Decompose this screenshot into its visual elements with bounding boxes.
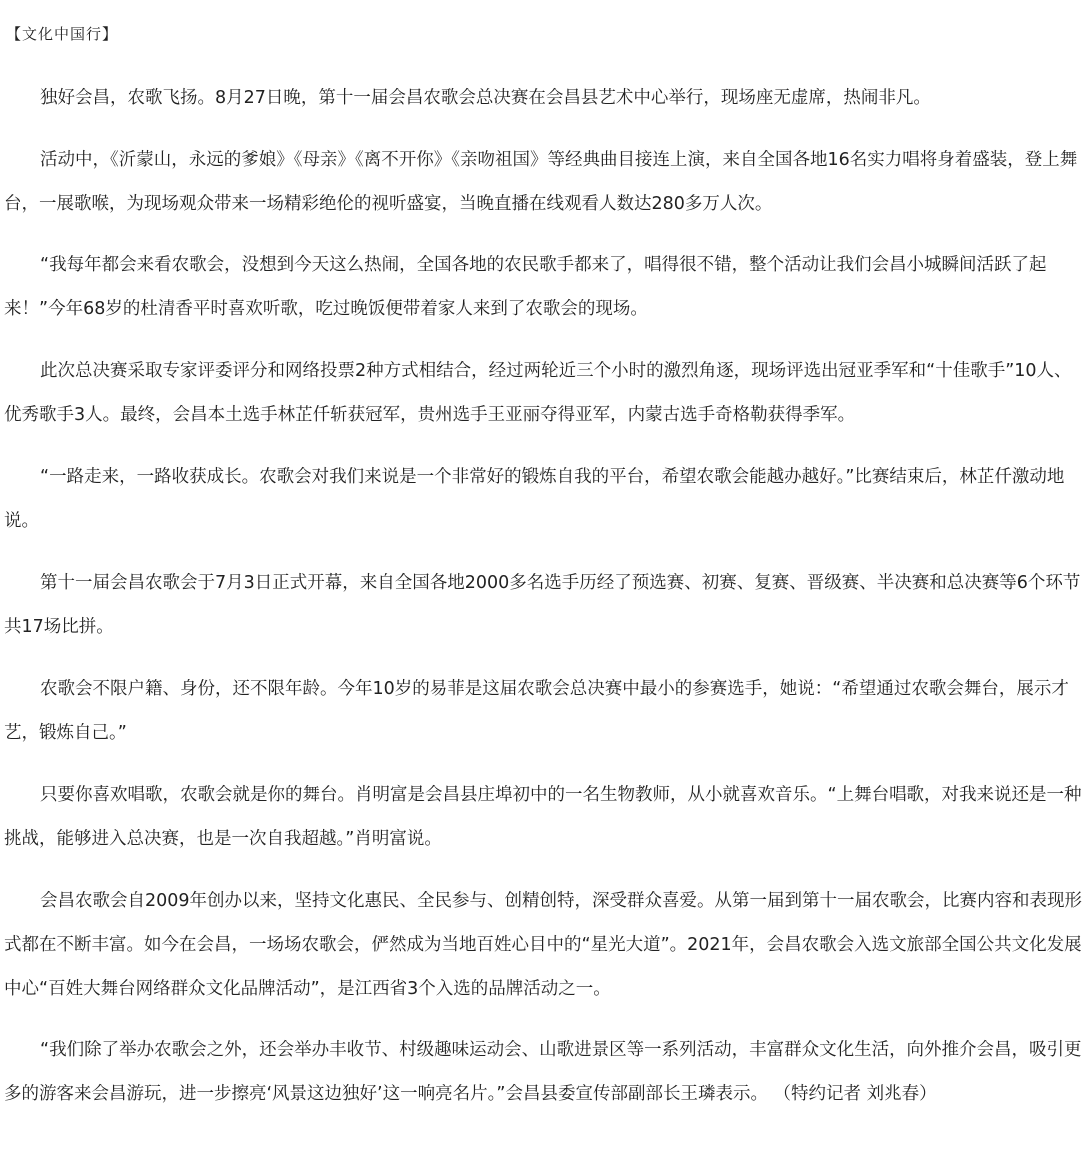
paragraph: “我们除了举办农歌会之外，还会举办丰收节、村级趣味运动会、山歌进景区等一系列活动，丰富群众文化生活，向外推介会昌，吸引更多的游客来会昌游玩，进一步擦亮‘风景这边独好’这一响亮名片。”会昌县委宣传部副部长王璘表示。 （特约记者 刘兆春） <box>4 1040 1082 1104</box>
paragraph: 独好会昌，农歌飞扬。8月27日晚，第十一届会昌农歌会总决赛在会昌县艺术中心举行，现场座无虚席，热闹非凡。 <box>40 88 931 108</box>
paragraph: 此次总决赛采取专家评委评分和网络投票2种方式相结合，经过两轮近三个小时的激烈角逐，现场评选出冠亚季军和“十佳歌手”10人、优秀歌手3人。最终，会昌本土选手林芷仟斩获冠军，贵州选手王亚丽夺得亚军，内蒙古选手奇格勒获得季军。 <box>4 361 1072 425</box>
paragraph: “我每年都会来看农歌会，没想到今天这么热闹，全国各地的农民歌手都来了，唱得很不错，整个活动让我们会昌小城瞬间活跃了起来！”今年68岁的杜清香平时喜欢听歌，吃过晚饭便带着家人来到了农歌会的现场。 <box>4 255 1047 319</box>
paragraph: 农歌会不限户籍、身份，还不限年龄。今年10岁的易菲是这届农歌会总决赛中最小的参赛选手，她说：“希望通过农歌会舞台，展示才艺，锻炼自己。” <box>4 679 1069 743</box>
paragraph: 活动中，《沂蒙山，永远的爹娘》《母亲》《离不开你》《亲吻祖国》等经典曲目接连上演，来自全国各地16名实力唱将身着盛装，登上舞台，一展歌喉，为现场观众带来一场精彩绝伦的视听盛宴，当晚直播在线观看人数达280多万人次。 <box>4 150 1078 214</box>
paragraph: 会昌农歌会自2009年创办以来，坚持文化惠民、全民参与、创精创特，深受群众喜爱。从第一届到第十一届农歌会，比赛内容和表现形式都在不断丰富。如今在会昌，一场场农歌会，俨然成为当地百姓心目中的“星光大道”。2021年，会昌农歌会入选文旅部全国公共文化发展中心“百姓大舞台网络群众文化品牌活动”，是江西省3个入选的品牌活动之一。 <box>4 891 1083 999</box>
paragraph: 第十一届会昌农歌会于7月3日正式开幕，来自全国各地2000多名选手历经了预选赛、初赛、复赛、晋级赛、半决赛和总决赛等6个环节共17场比拼。 <box>4 573 1081 637</box>
section-tag: 【文化中国行】 <box>6 25 119 43</box>
paragraph: “一路走来，一路收获成长。农歌会对我们来说是一个非常好的锻炼自我的平台，希望农歌会能越办越好。”比赛结束后，林芷仟激动地说。 <box>4 467 1065 531</box>
paragraph: 只要你喜欢唱歌，农歌会就是你的舞台。肖明富是会昌县庄埠初中的一名生物教师，从小就喜欢音乐。“上舞台唱歌，对我来说还是一种挑战，能够进入总决赛，也是一次自我超越。”肖明富说。 <box>4 785 1082 849</box>
